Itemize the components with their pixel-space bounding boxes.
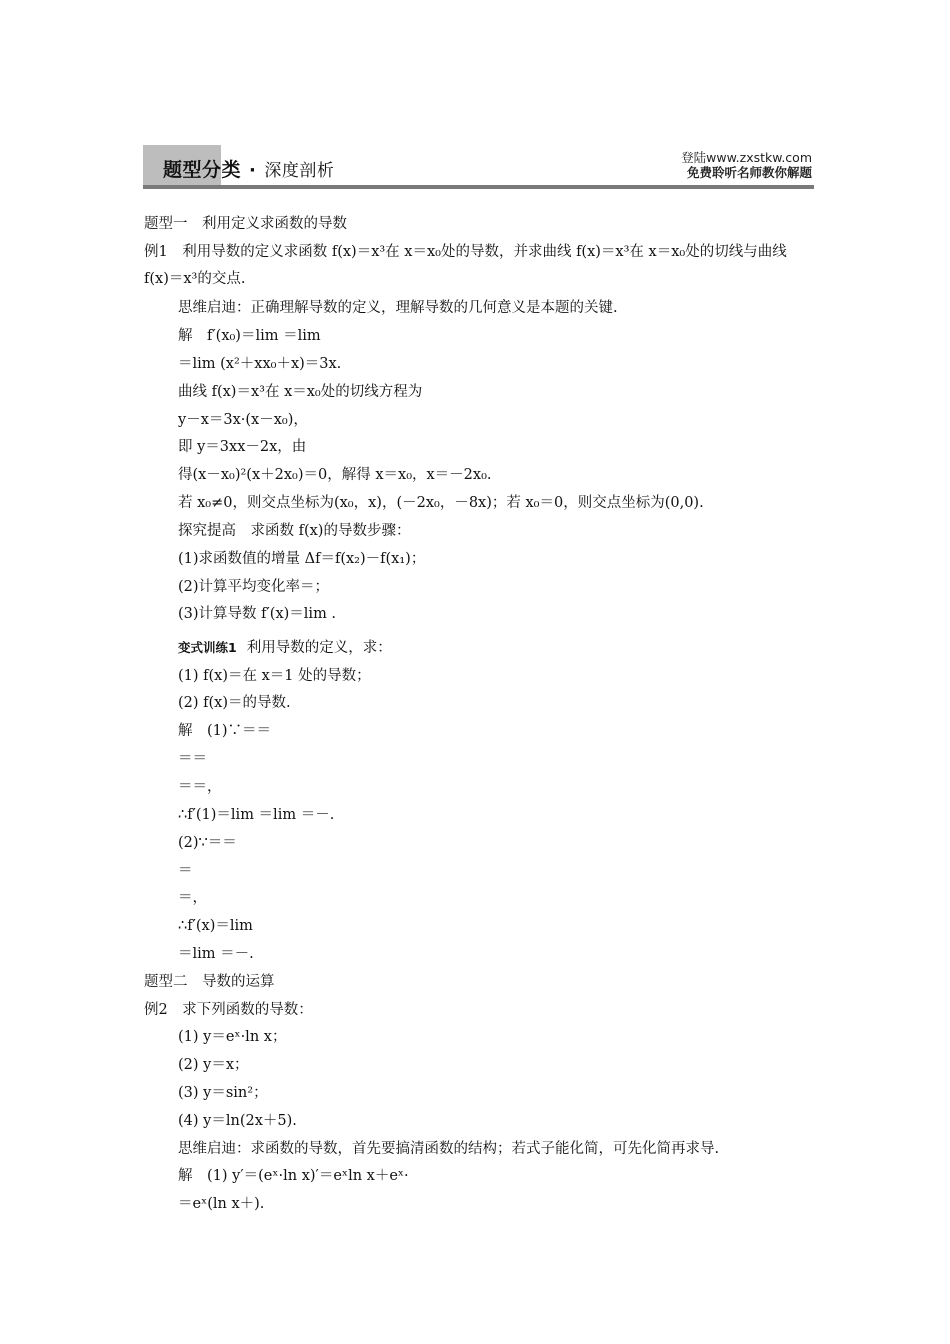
- type1-heading: 题型一 利用定义求函数的导数: [144, 216, 347, 232]
- variant-solution-line8: ∴f′(x)＝lim: [178, 918, 253, 934]
- section-subtitle: 深度剖析: [264, 161, 335, 181]
- explore-step2: (2)计算平均变化率＝；: [178, 579, 330, 595]
- site-url-line[interactable]: 登陆www.zxstkw.com: [681, 150, 812, 165]
- variant-solution-line3: ＝＝，: [178, 779, 222, 795]
- section-banner: [143, 145, 814, 189]
- example1-question: 例1 利用导数的定义求函数 f(x)＝x³在 x＝x₀处的导数，并求曲线 f(x)＝x³在 x＝x₀处的切线与曲线 f(x)＝x³的交点.: [144, 244, 787, 287]
- explore-heading: 探究提高 求函数 f(x)的导数步骤：: [178, 523, 411, 539]
- example2-part2: (2) y＝x；: [178, 1057, 249, 1073]
- example2-question: 例2 求下列函数的导数：: [144, 1002, 313, 1018]
- example2-part3: (3) y＝sin²；: [178, 1085, 268, 1101]
- variant-training-question: 利用导数的定义，求：: [246, 640, 392, 656]
- variant-part2: (2) f(x)＝的导数.: [178, 695, 291, 711]
- example1-solution-line4: y－x＝3x·(x－x₀)，: [178, 412, 308, 428]
- variant-solution-line1: 解 (1)∵＝＝: [178, 723, 272, 739]
- site-slogan-line: 免费聆听名师教你解题: [686, 165, 812, 180]
- example1-solution-line1: 解 f′(x₀)＝lim ＝lim: [178, 328, 321, 344]
- example2-part1: (1) y＝eˣ·ln x；: [178, 1029, 287, 1045]
- example1-solution-line3: 曲线 f(x)＝x³在 x＝x₀处的切线方程为: [178, 384, 423, 400]
- variant-part1: (1) f(x)＝在 x＝1 处的导数；: [178, 668, 371, 684]
- site-promo: [681, 150, 812, 180]
- example1-solution-line5: 即 y＝3xx－2x，由: [178, 439, 307, 455]
- section-title: 题型分类: [163, 159, 242, 181]
- explore-step3: (3)计算导数 f′(x)＝lim .: [178, 606, 337, 622]
- variant-solution-line6: ＝: [178, 863, 193, 879]
- banner-title: [163, 155, 334, 182]
- banner-underline: [143, 185, 814, 189]
- variant-solution-line9: ＝lim ＝－.: [178, 946, 254, 962]
- example1-solution-line6: 得(x－x₀)²(x＋2x₀)＝0，解得 x＝x₀，x＝－2x₀.: [178, 467, 492, 483]
- example2-solution-line1: 解 (1) y′＝(eˣ·ln x)′＝eˣln x＋eˣ·: [178, 1168, 409, 1184]
- variant-training-tag: 变式训练1: [178, 640, 237, 655]
- variant-solution-line7: ＝，: [178, 890, 207, 906]
- example1-solution-line7: 若 x₀≠0，则交点坐标为(x₀，x)，(－2x₀，－8x)；若 x₀＝0，则交点坐标为(0,0).: [178, 495, 704, 511]
- variant-solution-line2: ＝＝: [178, 751, 207, 767]
- example1-hint: 思维启迪：正确理解导数的定义，理解导数的几何意义是本题的关键.: [178, 300, 618, 316]
- example2-hint: 思维启迪：求函数的导数，首先要搞清函数的结构；若式子能化简，可先化简再求导.: [178, 1141, 720, 1157]
- type2-heading: 题型二 导数的运算: [144, 974, 275, 990]
- example1-solution-line2: ＝lim (x²＋xx₀＋x)＝3x.: [178, 356, 342, 372]
- variant-solution-line4: ∴f′(1)＝lim ＝lim ＝－.: [178, 807, 335, 823]
- variant-training-1: [178, 638, 392, 658]
- title-separator-dot: ·: [249, 160, 257, 181]
- example2-solution-line2: ＝eˣ(ln x＋).: [178, 1196, 265, 1212]
- variant-solution-line5: (2)∵＝＝: [178, 835, 237, 851]
- example2-part4: (4) y＝ln(2x＋5).: [178, 1113, 297, 1129]
- explore-step1: (1)求函数值的增量 Δf＝f(x₂)－f(x₁)；: [178, 551, 426, 567]
